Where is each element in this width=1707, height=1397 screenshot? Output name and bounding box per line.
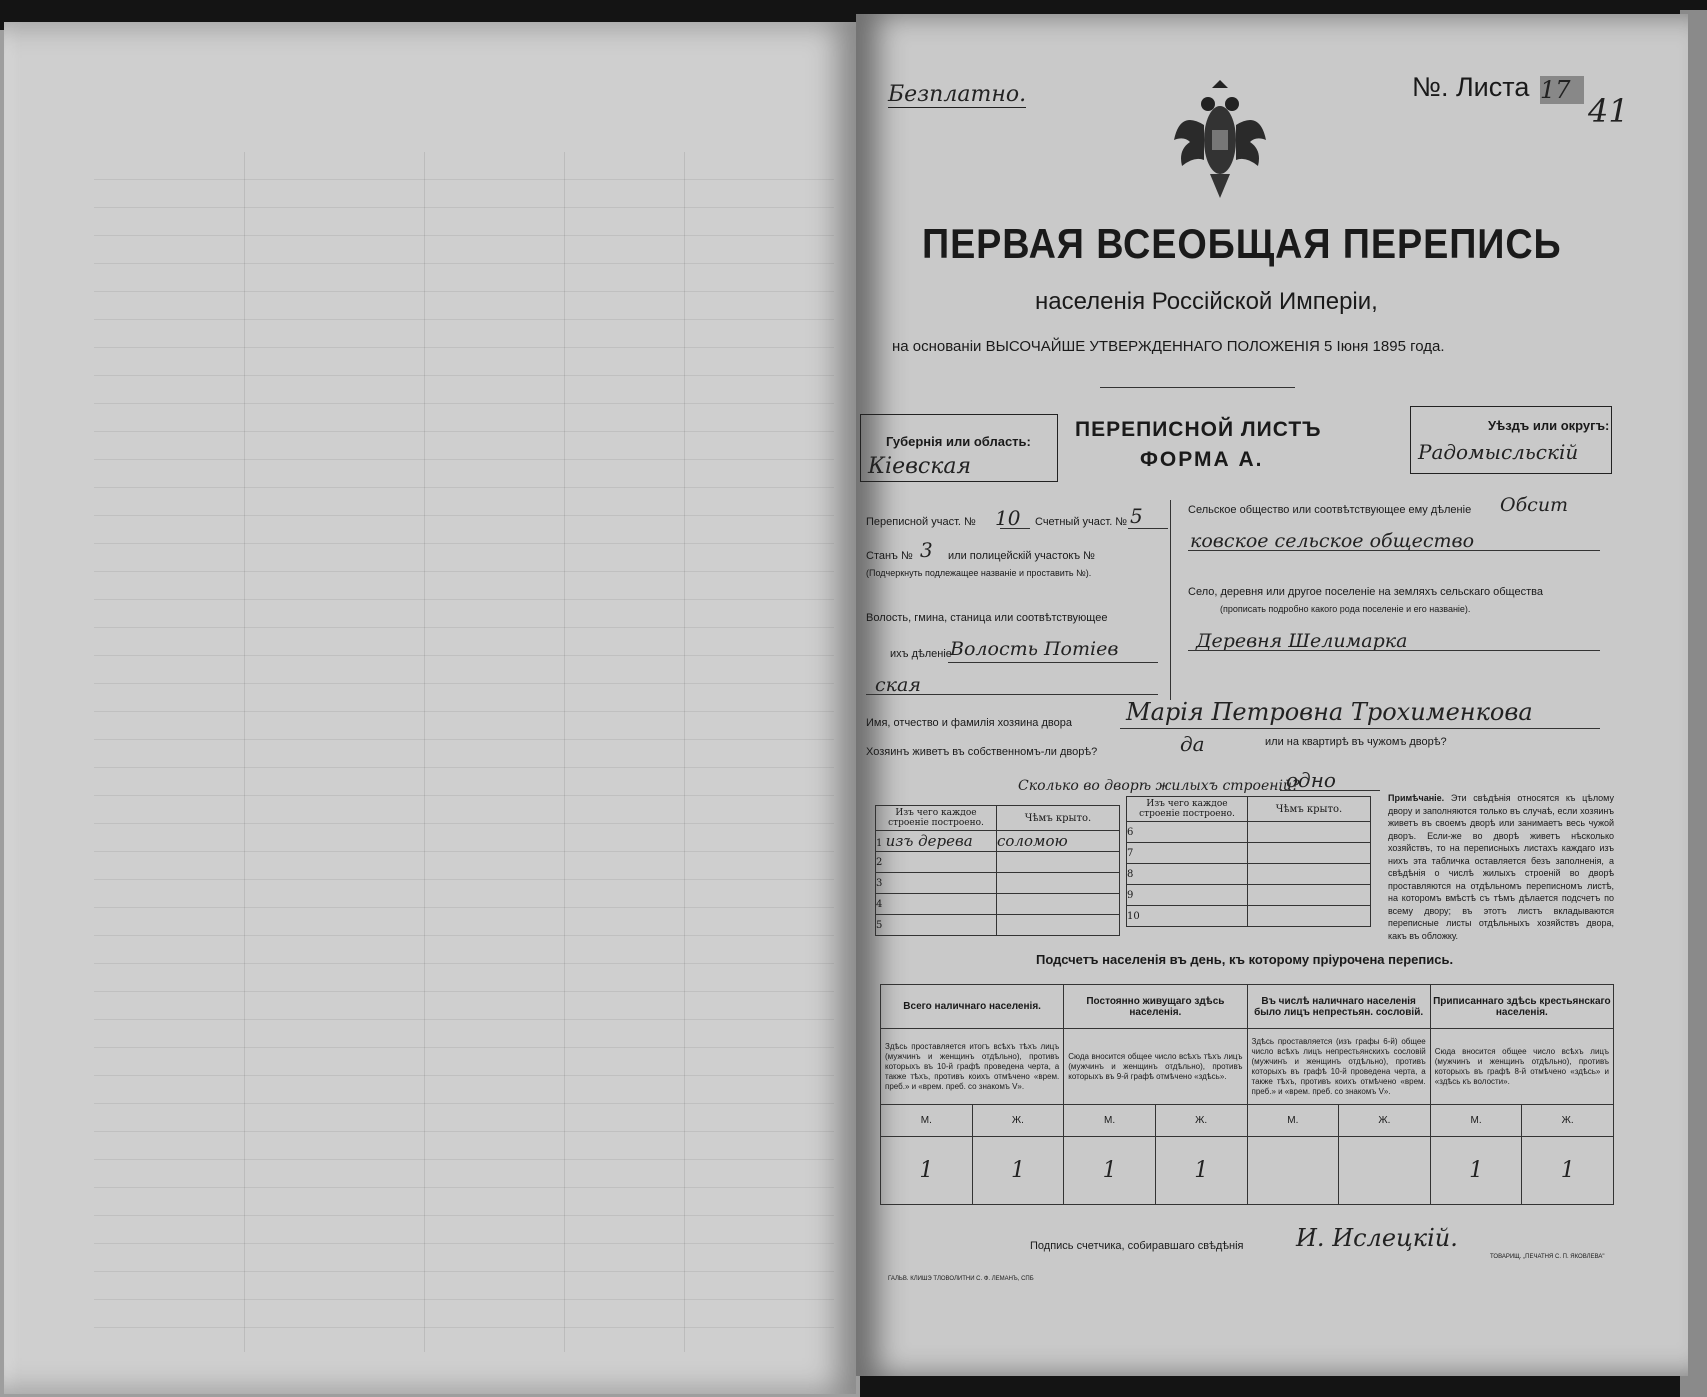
table-row: 1 изъ дерева <box>876 831 997 852</box>
m-header: М. <box>1247 1105 1339 1137</box>
roof-cell <box>997 894 1120 915</box>
m-header: М. <box>881 1105 973 1137</box>
count-f-1: 1 <box>972 1137 1064 1205</box>
count-m-1: 1 <box>881 1137 973 1205</box>
f-header: Ж. <box>972 1105 1064 1137</box>
buildings-table-left <box>875 805 1120 936</box>
signature-value: И. Ислецкій. <box>1296 1224 1458 1252</box>
printer-right: ТОВАРИЩ. „ПЕЧАТНЯ С. П. ЯКОВЛЕВА" <box>1490 1254 1605 1260</box>
f-header: Ж. <box>1155 1105 1247 1137</box>
stan-value: 3 <box>920 538 933 562</box>
table-row: 10 <box>1127 906 1248 927</box>
owner-name-label: Имя, отчество и фамилія хозяина двора <box>866 717 1072 729</box>
roof-cell <box>1248 843 1371 864</box>
rented-label: или на квартирѣ въ чужомъ дворѣ? <box>1265 736 1447 748</box>
roof-cell <box>1248 906 1371 927</box>
count-desc-3: Здѣсь проставляется (изъ графы 6-й) общее число всѣхъ лицъ непрестьянскихъ сословій (мужчинъ и женщинъ отдѣльно), противъ которыхъ въ графѣ 10-й проведена черта, а также тѣхъ, противъ коихъ отмѣчено «врем. преб.» и «врем. преб. со знакомъ V». <box>1247 1029 1430 1105</box>
count-m-2: 1 <box>1064 1137 1156 1205</box>
count-head-4: Приписаннаго здѣсь крестьянскаго населенія. <box>1430 985 1613 1029</box>
m-header: М. <box>1064 1105 1156 1137</box>
table-row: 7 <box>1127 843 1248 864</box>
f-header: Ж. <box>1522 1105 1614 1137</box>
census-section-value: 10 <box>995 506 1021 530</box>
table-row: 9 <box>1127 885 1248 906</box>
society-label: Сельское общество или соотвѣтствующее ему дѣленіе <box>1188 504 1472 516</box>
village-note: (прописать подробно какого рода поселеніе и его названіе). <box>1220 604 1471 614</box>
own-yard-value: да <box>1180 732 1205 756</box>
field-line <box>1128 528 1168 529</box>
province-label: Губернія или область: <box>886 434 1031 449</box>
page-title: ПЕРВАЯ ВСЕОБЩАЯ ПЕРЕПИСЬ <box>922 220 1562 267</box>
signature-label: Подпись счетчика, собиравшаго свѣдѣнія <box>1030 1240 1244 1252</box>
column-divider <box>1170 500 1171 700</box>
district-label: Уѣздъ или округъ: <box>1488 418 1610 433</box>
col-material-header: Изъ чего каждое строеніе построено. <box>876 806 997 831</box>
society-value-2: ковское сельское общество <box>1190 530 1475 552</box>
field-line <box>1188 550 1600 551</box>
field-line <box>1188 650 1600 651</box>
printer-left: ГАЛЬВ. КЛИШЭ ТЛОВОЛИТНИ С. Ф. ЛЕМАНЪ, СПБ <box>888 1276 1034 1282</box>
roof-cell <box>1248 864 1371 885</box>
free-label: Безплатно. <box>888 82 1027 107</box>
police-label: или полицейскій участокъ № <box>948 550 1095 562</box>
col-roof-header: Чѣмъ крыто. <box>997 806 1120 831</box>
village-label: Село, деревня или другое поселеніе на земляхъ сельскаго общества <box>1188 586 1543 598</box>
buildings-value: одно <box>1286 768 1336 792</box>
buildings-label: Сколько во дворѣ жилыхъ строеній? <box>1018 778 1300 794</box>
buildings-table-right <box>1126 796 1371 927</box>
count-f-4: 1 <box>1522 1137 1614 1205</box>
count-table <box>880 984 1614 1205</box>
field-line <box>948 662 1158 663</box>
field-line <box>866 694 1158 695</box>
sheet-number-alt: 41 <box>1588 92 1629 130</box>
underline-note: (Подчеркнуть подлежащее названіе и проставить №). <box>866 568 1092 578</box>
roof-cell: соломою <box>997 831 1120 852</box>
stan-label: Станъ № <box>866 550 913 562</box>
roof-cell <box>1248 885 1371 906</box>
volost-label-2: ихъ дѣленіе <box>890 648 952 660</box>
count-f-3 <box>1339 1137 1431 1205</box>
page-subtitle: населенія Россійской Имперіи, <box>1035 288 1378 315</box>
village-value: Деревня Шелимарка <box>1196 630 1408 652</box>
volost-value: Волость Потіев <box>950 638 1119 660</box>
count-head-1: Всего наличнаго населенія. <box>881 985 1064 1029</box>
roof-cell <box>997 852 1120 873</box>
roof-cell <box>997 873 1120 894</box>
province-value: Кіевская <box>868 454 972 479</box>
count-head-2: Постоянно живущаго здѣсь населенія. <box>1064 985 1247 1029</box>
volost-value-2: ская <box>875 674 921 696</box>
ghost-column-line <box>684 152 685 1352</box>
count-head-3: Въ числѣ наличнаго населенія было лицъ непрестьян. сословій. <box>1247 985 1430 1029</box>
roof-cell <box>1248 822 1371 843</box>
ghost-column-line <box>564 152 565 1352</box>
table-row: 2 <box>876 852 997 873</box>
note-text: Эти свѣдѣнія относятся къ цѣлому двору и заполняются только въ случаѣ, если хозяинъ живетъ въ своемъ дворѣ или занимаетъ весь чужой дворъ. Если-же во дворѣ живетъ нѣсколько хозяйствъ, то на переписныхъ листахъ каждаго изъ нихъ эта табличка оставляется безъ заполненія, а свѣдѣнія о числѣ жилыхъ строеній во дворѣ проставляются на отдѣльномъ переписномъ листѣ, на которомъ вмѣстѣ съ тѣмъ дѣлается подсчетъ по всему двору; въ этотъ листъ вкладываются переписные листы отдѣльныхъ хозяйствъ двора, какъ въ обложку. <box>1388 793 1614 941</box>
roof-cell <box>997 915 1120 936</box>
count-section-value: 5 <box>1130 504 1143 528</box>
volost-label: Волость, гмина, станица или соотвѣтствующее <box>866 612 1108 624</box>
count-m-4: 1 <box>1430 1137 1522 1205</box>
count-desc-2: Сюда вносится общее число всѣхъ тѣхъ лицъ (мужчинъ и женщинъ отдѣльно), противъ которыхъ въ 9-й графѣ отмѣчено «здѣсь». <box>1064 1029 1247 1105</box>
ornament-divider <box>1100 387 1295 388</box>
ghost-column-line <box>244 152 245 1352</box>
col-material-header: Изъ чего каждое строеніе построено. <box>1127 797 1248 822</box>
imperial-eagle-emblem <box>1170 70 1270 205</box>
own-yard-label: Хозяинъ живетъ въ собственномъ-ли дворѣ? <box>866 746 1098 758</box>
field-line <box>1000 528 1030 529</box>
left-page <box>4 22 856 1394</box>
sheet-label: №. Листа <box>1412 72 1530 102</box>
count-desc-1: Здѣсь проставляется итогъ всѣхъ тѣхъ лицъ (мужчинъ и женщинъ отдѣльно), противъ которыхъ въ 10-й графѣ проведена черта, а также тѣхъ, противъ коихъ отмѣчено «врем. преб.» и «врем. преб. со знакомъ V». <box>881 1029 1064 1105</box>
form-title: ФОРМА А. <box>1140 448 1264 471</box>
note-block <box>1388 792 1614 942</box>
census-section-label: Переписной участ. № <box>866 516 976 528</box>
society-value: Обсит <box>1500 494 1569 516</box>
table-row: 3 <box>876 873 997 894</box>
count-desc-4: Сюда вносится общее число всѣхъ лицъ (мужчинъ и женщинъ отдѣльно), противъ которыхъ въ графѣ 8-й отмѣчено «здѣсь» и «здѣсь къ волости». <box>1430 1029 1613 1105</box>
f-header: Ж. <box>1339 1105 1431 1137</box>
district-value: Радомысльскій <box>1418 440 1579 464</box>
count-f-2: 1 <box>1155 1137 1247 1205</box>
count-m-3 <box>1247 1137 1339 1205</box>
owner-name-value: Марія Петровна Трохименкова <box>1126 698 1533 726</box>
table-row: 8 <box>1127 864 1248 885</box>
count-title: Подсчетъ населенія въ день, къ которому пріурочена перепись. <box>1036 952 1454 967</box>
m-header: М. <box>1430 1105 1522 1137</box>
table-row: 6 <box>1127 822 1248 843</box>
col-roof-header: Чѣмъ крыто. <box>1248 797 1371 822</box>
list-title: ПЕРЕПИСНОЙ ЛИСТЪ <box>1075 418 1322 441</box>
basis-line: на основаніи ВЫСОЧАЙШЕ УТВЕРЖДЕННАГО ПОЛОЖЕНІЯ 5 Іюня 1895 года. <box>892 338 1445 355</box>
table-row: 5 <box>876 915 997 936</box>
field-line <box>1120 728 1600 729</box>
table-row: 4 <box>876 894 997 915</box>
note-title: Примѣчаніе. <box>1388 793 1445 803</box>
field-line <box>1280 790 1380 791</box>
count-section-label: Счетный участ. № <box>1035 516 1128 528</box>
ghost-column-line <box>424 152 425 1352</box>
bleed-through-grid <box>94 152 834 1352</box>
sheet-number: 17 <box>1540 76 1584 104</box>
